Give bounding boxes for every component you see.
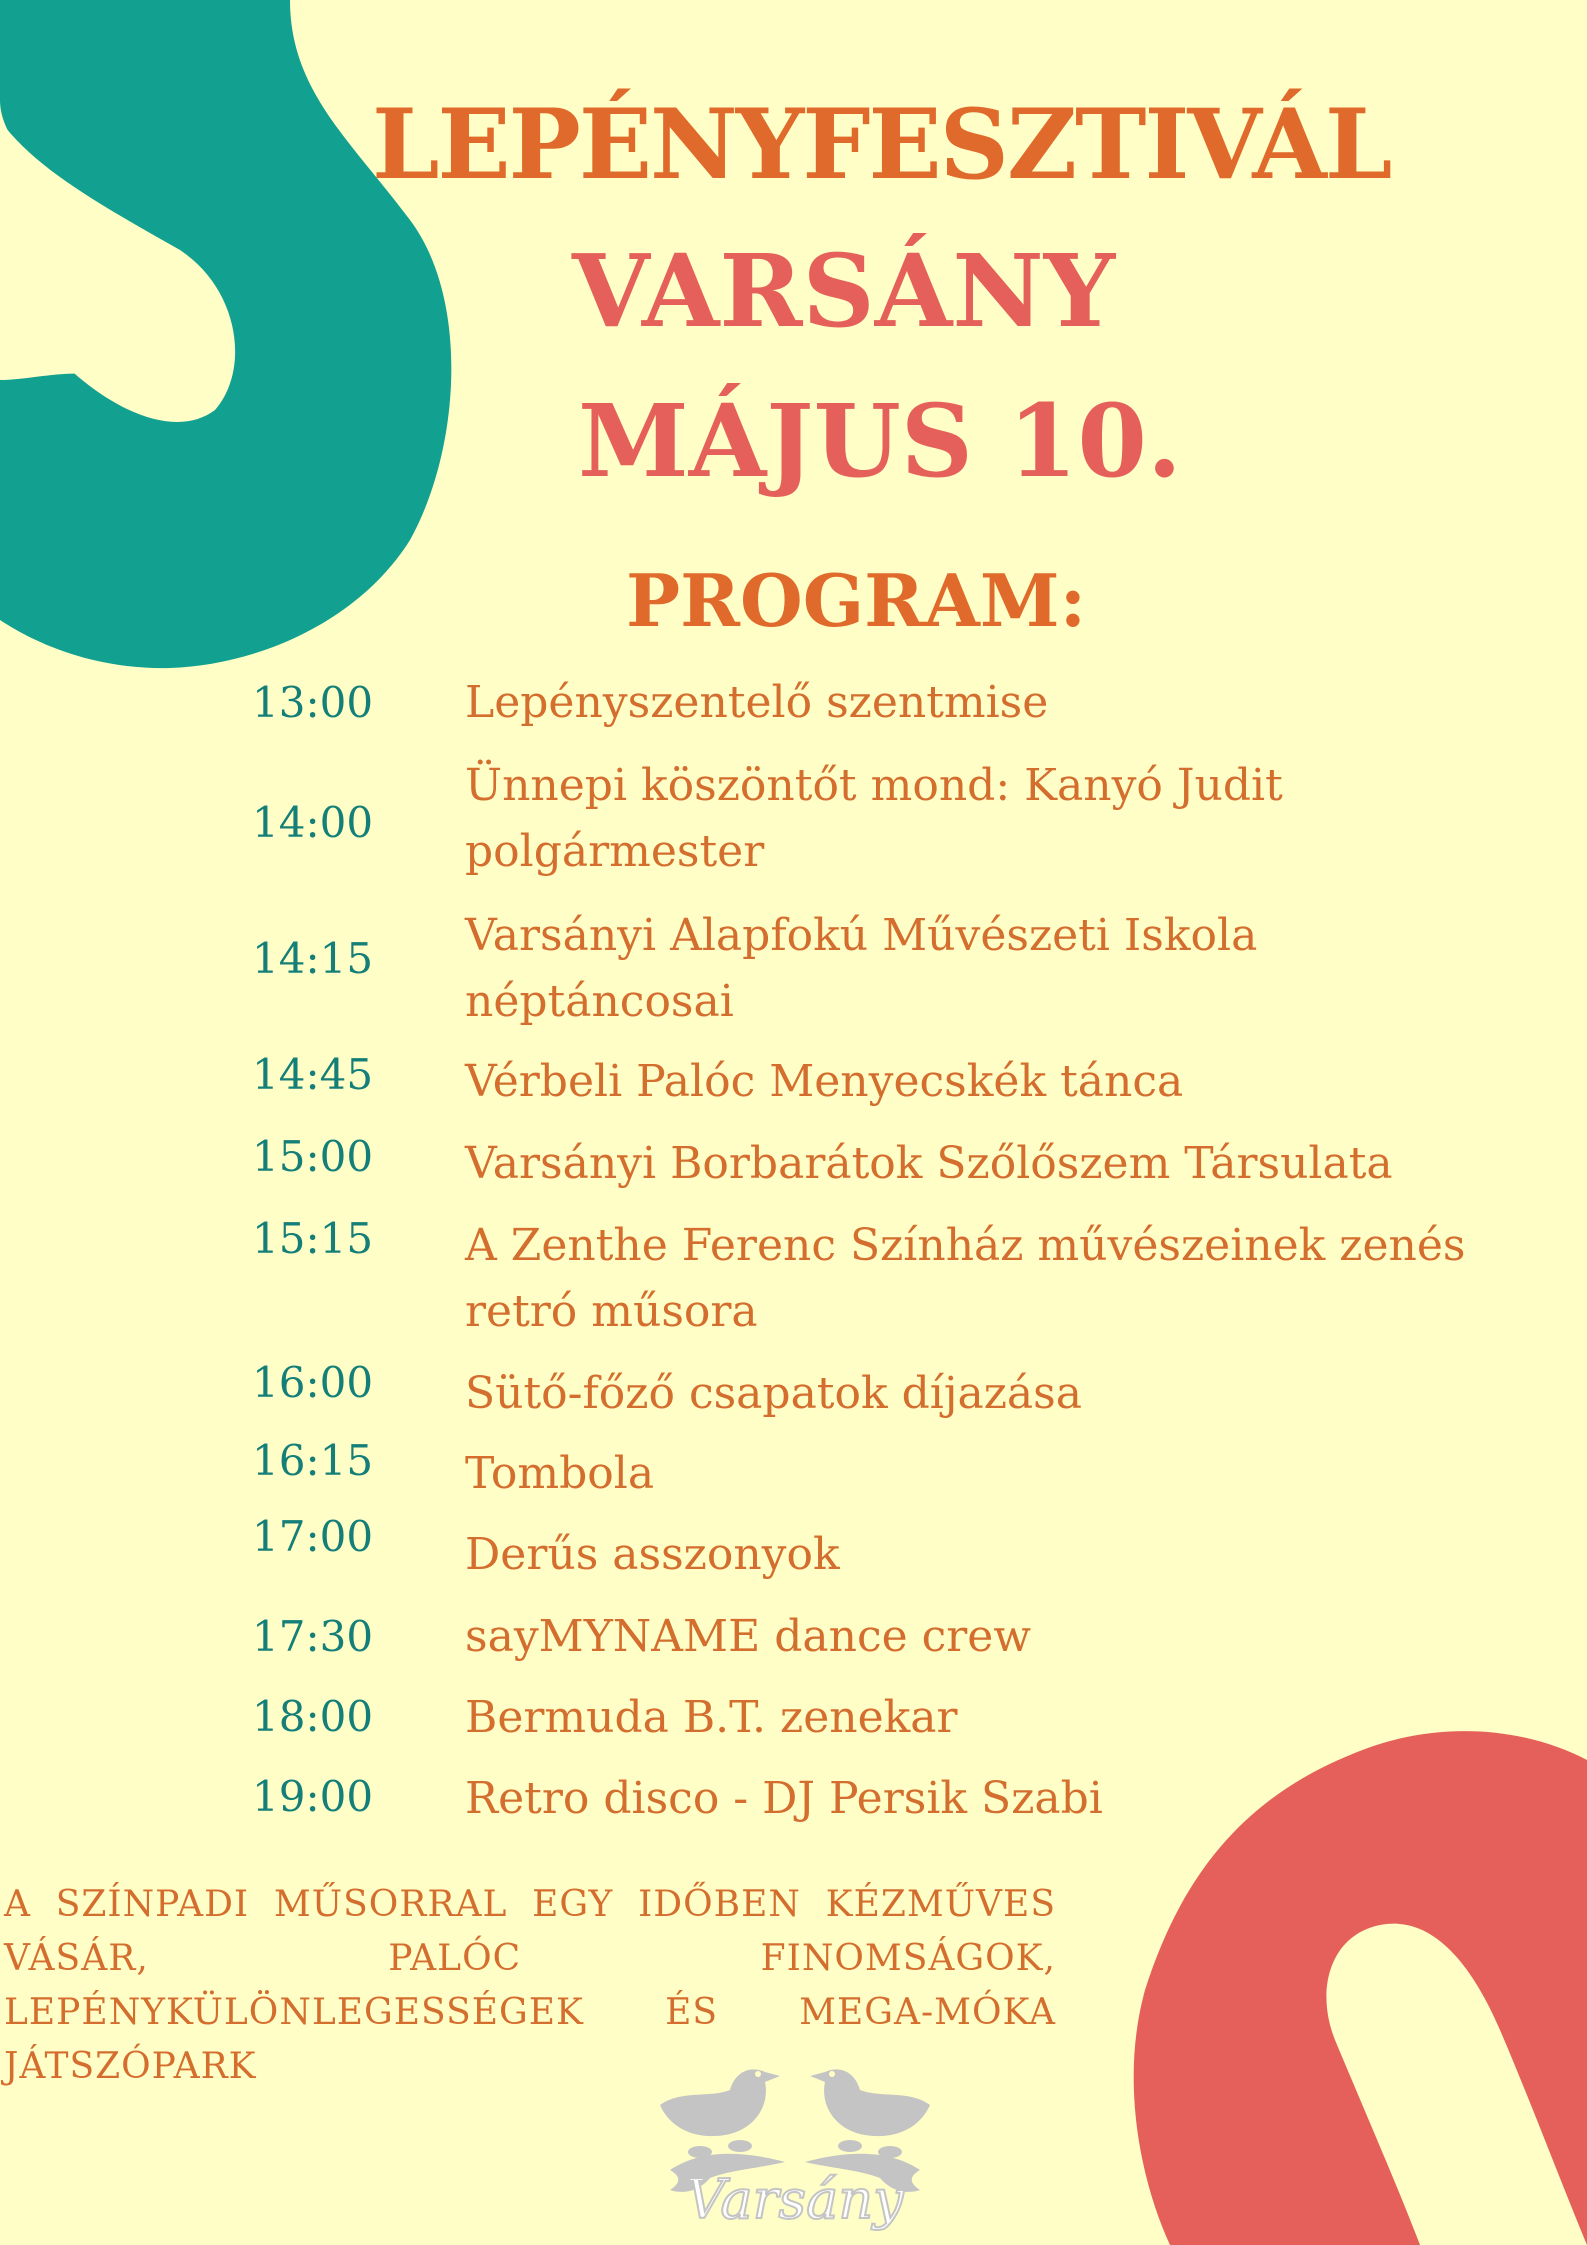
- schedule-event: Varsányi Alapfokú Művészeti Iskola néptáncosai: [465, 910, 1258, 1027]
- location-title: VARSÁNY: [572, 232, 1116, 350]
- schedule-event: Varsányi Borbarátok Szőlőszem Társulata: [465, 1138, 1393, 1189]
- schedule-time: 18:00: [252, 1692, 374, 1741]
- schedule-event: A Zenthe Ferenc Színház művészeinek zenés retró műsora: [465, 1220, 1466, 1337]
- schedule-event: Bermuda B.T. zenekar: [465, 1692, 958, 1743]
- schedule-event: sayMYNAME dance crew: [465, 1611, 1031, 1662]
- program-heading: PROGRAM:: [626, 558, 1087, 643]
- schedule-time: 19:00: [252, 1772, 374, 1821]
- schedule-time: 14:00: [252, 798, 374, 847]
- schedule-time: 16:00: [252, 1358, 374, 1407]
- schedule-event: Tombola: [465, 1448, 655, 1499]
- schedule-event: Derűs asszonyok: [465, 1529, 840, 1580]
- schedule-event: Vérbeli Palóc Menyecskék tánca: [465, 1056, 1184, 1107]
- date-title: MÁJUS 10.: [578, 382, 1182, 500]
- schedule-time: 17:00: [252, 1512, 374, 1561]
- logo-wordmark: Varsány: [686, 2168, 904, 2231]
- schedule-time: 13:00: [252, 678, 374, 727]
- schedule-time: 17:30: [252, 1612, 374, 1661]
- schedule-time: 16:15: [252, 1436, 374, 1485]
- schedule-time: 14:15: [252, 934, 374, 983]
- schedule-event: Retro disco - DJ Persik Szabi: [465, 1773, 1103, 1824]
- right-bird-icon: [810, 2069, 930, 2136]
- footer-note: A SZÍNPADI MŰSORRAL EGY IDŐBEN KÉZMŰVES VÁSÁR, PALÓC FINOMSÁGOK, LEPÉNYKÜLÖNLEGESSÉGEK ÉS MEGA-MÓKA JÁTSZÓPARK: [4, 1884, 1056, 2087]
- left-bird-icon: [660, 2069, 780, 2136]
- schedule-event: Lepényszentelő szentmise: [465, 677, 1049, 728]
- schedule-time: 15:15: [252, 1214, 374, 1263]
- schedule-time: 14:45: [252, 1050, 374, 1099]
- schedule-event: Ünnepi köszöntőt mond: Kanyó Judit polgármester: [465, 760, 1283, 877]
- schedule-time: 15:00: [252, 1132, 374, 1181]
- schedule-event: Sütő-főző csapatok díjazása: [465, 1368, 1082, 1419]
- festival-title: LEPÉNYFESZTIVÁL: [372, 88, 1391, 201]
